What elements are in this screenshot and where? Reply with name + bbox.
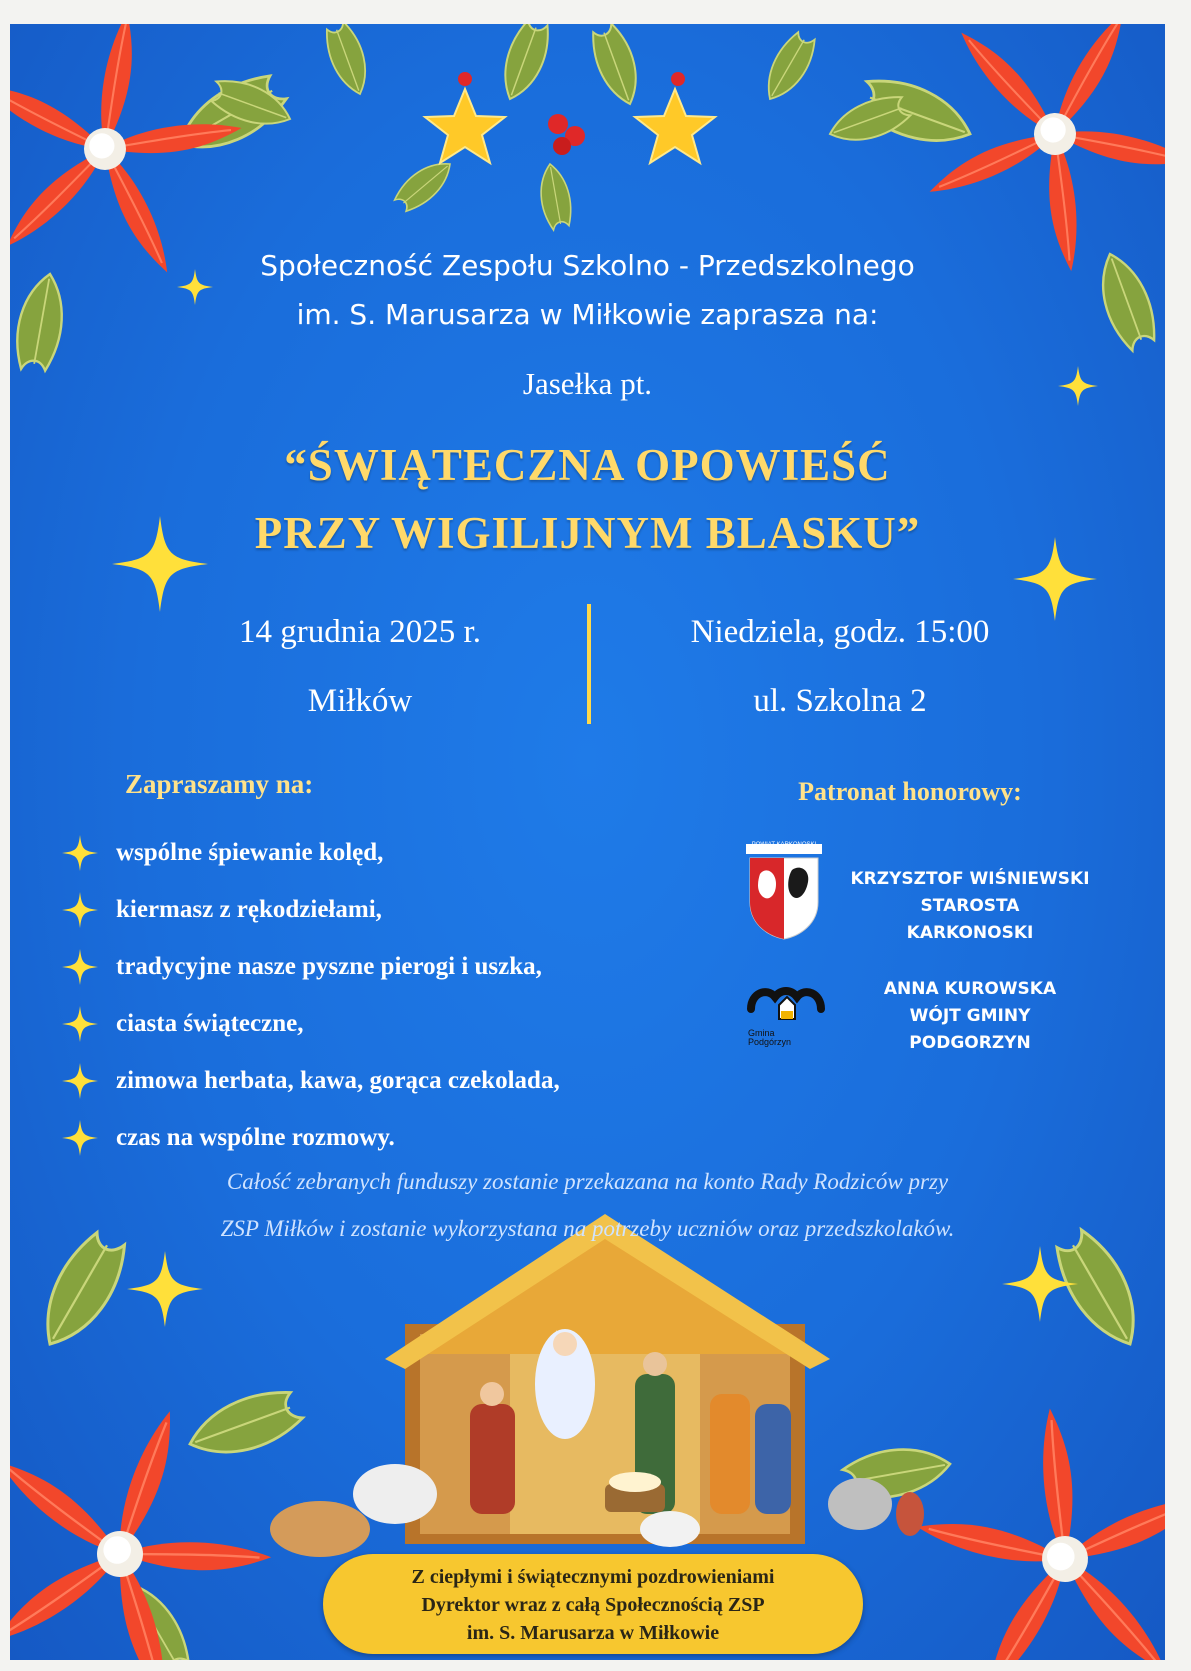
event-date: 14 grudnia 2025 r. — [239, 614, 481, 650]
event-subtitle: Jasełka pt. — [522, 366, 653, 401]
list-item-label: wspólne śpiewanie kolęd, — [116, 838, 384, 866]
list-item-label: zimowa herbata, kawa, gorąca czekolada, — [116, 1066, 560, 1094]
event-title-line-2: PRZY WIGILIJNYM BLASKU” — [254, 508, 921, 558]
patronage-heading: Patronat honorowy: — [798, 777, 1022, 806]
event-place: Miłków — [307, 683, 413, 719]
patron-1-role: STAROSTA — [920, 896, 1020, 916]
list-item-label: ciasta świąteczne, — [116, 1009, 304, 1037]
funds-note-line-1: Całość zebranych funduszy zostanie przekazana na konto Rady Rodziców przy — [226, 1169, 949, 1194]
sparkle-icon — [62, 892, 98, 928]
list-item — [62, 1109, 560, 1166]
crest-icon — [746, 844, 822, 940]
invite-heading: Zapraszamy na: — [125, 769, 314, 799]
patron-2-role: WÓJT GMINY — [909, 1006, 1031, 1026]
list-item — [62, 1052, 560, 1109]
organizer-line-2: im. S. Marusarza w Miłkowie zaprasza na: — [296, 298, 879, 331]
patron-2-name: ANNA KUROWSKA — [883, 979, 1057, 999]
sparkle-icon — [62, 1120, 98, 1156]
sparkle-icon — [62, 835, 98, 871]
list-item-label: tradycyjne nasze pyszne pierogi i uszka, — [116, 952, 542, 980]
patron-2-region: PODGORZYN — [909, 1033, 1031, 1053]
greeting-line-3: im. S. Marusarza w Miłkowie — [466, 1622, 720, 1644]
gmina-logo-text — [748, 1029, 791, 1047]
sparkle-icon — [62, 1006, 98, 1042]
list-item — [62, 881, 560, 938]
list-item — [62, 995, 560, 1052]
list-item — [62, 824, 560, 881]
nativity-scene-icon — [270, 1214, 924, 1557]
poinsettia-icon — [841, 1224, 1165, 1660]
poster — [10, 24, 1165, 1660]
event-day-time: Niedziela, godz. 15:00 — [690, 614, 990, 650]
star-icon — [425, 89, 715, 163]
greeting-line-2: Dyrektor wraz z całą Społecznością ZSP — [421, 1594, 765, 1616]
funds-note-line-2: ZSP Miłków i zostanie wykorzystana na potrzeby uczniów oraz przedszkolaków. — [220, 1216, 955, 1241]
sparkle-icon — [127, 1251, 203, 1327]
holly-berries — [458, 72, 685, 155]
event-street: ul. Szkolna 2 — [753, 683, 927, 719]
gmina-logo-text-line-2: Podgórzyn — [748, 1037, 792, 1047]
patron-1-name: KRZYSZTOF WIŚNIEWSKI — [850, 869, 1090, 889]
list-item-label: czas na wspólne rozmowy. — [116, 1123, 395, 1151]
event-title-line-1: “ŚWIĄTECZNA OPOWIEŚĆ — [284, 440, 891, 490]
organizer-line-1: Społeczność Zespołu Szkolno - Przedszkolnego — [260, 249, 915, 282]
greeting-line-1: Z ciepłymi i świątecznymi pozdrowieniami — [411, 1566, 775, 1588]
list-item-label: kiermasz z rękodziełami, — [116, 895, 382, 923]
list-item — [62, 938, 560, 995]
crest-caption: POWIAT KARKONOSKI — [751, 842, 817, 848]
greeting-banner — [323, 1554, 863, 1654]
invite-list — [62, 824, 560, 1166]
gmina-logo-text-line-1: Gmina — [748, 1028, 775, 1038]
sparkle-icon — [62, 949, 98, 985]
date-divider — [587, 604, 591, 724]
patron-1-region: KARKONOSKI — [906, 923, 1034, 943]
sparkle-icon — [62, 1063, 98, 1099]
